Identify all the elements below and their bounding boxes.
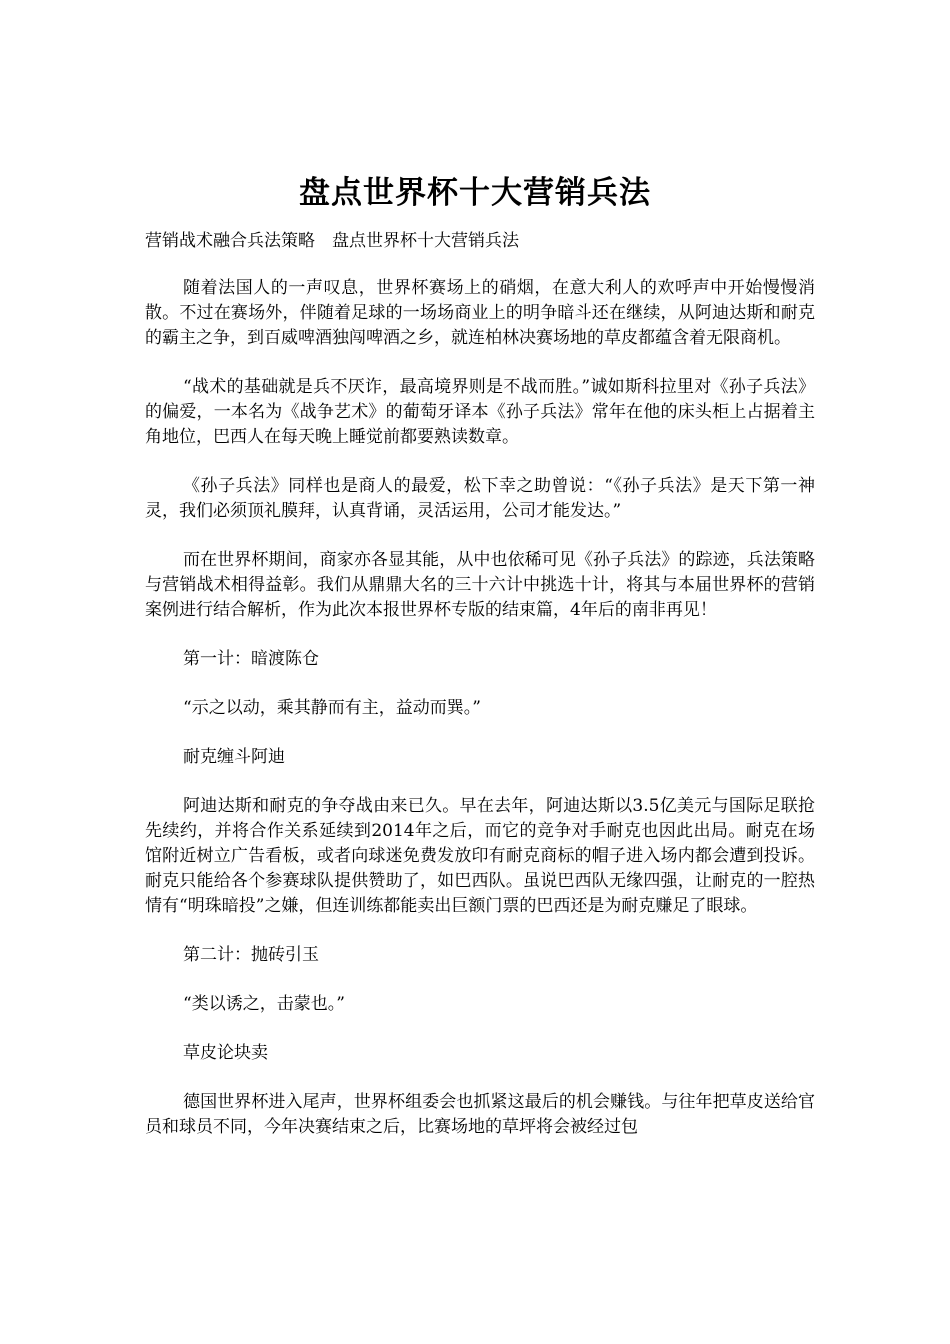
section-subheading-2: 草皮论块卖 [183, 1043, 268, 1063]
section-quote-1: “示之以动，乘其静而有主，益动而巽。” [183, 698, 481, 718]
section-heading-2: 第二计：抛砖引玉 [183, 945, 319, 965]
paragraph-nike-adidas: 阿迪达斯和耐克的争夺战由来已久。早在去年，阿迪达斯以3.5亿美元与国际足联抢先续约，并将合作关系延续到2014年之后，而它的竞争对手耐克也因此出局。耐克在场馆附近树立广告看板，或者向球迷免费发放印有耐克商标的帽子进入场内都会遭到投诉。耐克只能给各个参赛球队提供赞助了，如巴西队。虽说巴西队无缘四强，让耐克的一腔热情有“明珠暗投”之嫌，但连训练都能卖出巨额门票的巴西还是为耐克赚足了眼球。 [145, 796, 815, 916]
document-subtitle: 营销战术融合兵法策略 盘点世界杯十大营销兵法 [145, 231, 519, 251]
paragraph-matsushita: 《孙子兵法》同样也是商人的最爱，松下幸之助曾说：“《孙子兵法》是天下第一神灵，我们必须顶礼膜拜，认真背诵，灵活运用，公司才能发达。” [145, 476, 815, 521]
section-heading-1: 第一计：暗渡陈仓 [183, 649, 319, 669]
paragraph-quote-scolari: “战术的基础就是兵不厌诈，最高境界则是不战而胜。”诚如斯科拉里对《孙子兵法》的偏爱，一本名为《战争艺术》的葡萄牙译本《孙子兵法》常年在他的床头柜上占据着主角地位，巴西人在每天晚上睡觉前都要熟读数章。 [145, 377, 815, 447]
paragraph-overview: 而在世界杯期间，商家亦各显其能，从中也依稀可见《孙子兵法》的踪迹，兵法策略与营销战术相得益彰。我们从鼎鼎大名的三十六计中挑选十计，将其与本届世界杯的营销案例进行结合解析，作为此次本报世界杯专版的结束篇，4年后的南非再见！ [145, 550, 815, 620]
paragraph-turf: 德国世界杯进入尾声，世界杯组委会也抓紧这最后的机会赚钱。与往年把草皮送给官员和球员不同，今年决赛结束之后，比赛场地的草坪将会被经过包 [145, 1092, 815, 1137]
paragraph-intro: 随着法国人的一声叹息，世界杯赛场上的硝烟，在意大利人的欢呼声中开始慢慢消散。不过在赛场外，伴随着足球的一场场商业上的明争暗斗还在继续，从阿迪达斯和耐克的霸主之争，到百威啤酒独闯啤酒之乡，就连柏林决赛场地的草皮都蕴含着无限商机。 [145, 278, 815, 348]
document-title: 盘点世界杯十大营销兵法 [299, 174, 651, 211]
section-quote-2: “类以诱之，击蒙也。” [183, 994, 345, 1014]
document-body [145, 276, 815, 1164]
section-subheading-1: 耐克缠斗阿迪 [183, 747, 285, 767]
